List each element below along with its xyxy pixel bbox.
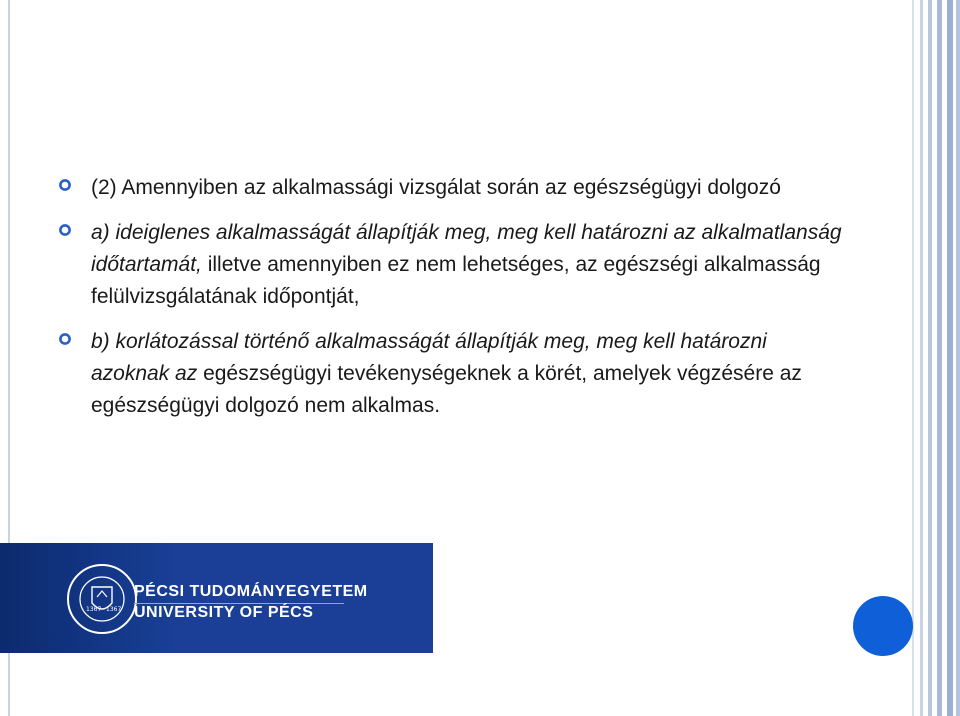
university-banner xyxy=(0,543,433,653)
decorative-circle xyxy=(853,596,913,656)
italic-segment: a) ideiglenes alkalmasságát állapítják meg, meg kell határozni az alkalmatlanság időtartamát, xyxy=(91,221,842,276)
bullet-item xyxy=(58,326,848,422)
bullet-text xyxy=(91,326,848,422)
university-name-en: UNIVERSITY OF PÉCS xyxy=(134,604,314,621)
bullet-item xyxy=(58,172,848,204)
bullet-ring-icon xyxy=(58,223,72,237)
university-seal-icon xyxy=(66,563,138,635)
bullet-ring-icon xyxy=(58,332,72,346)
italic-segment: b) korlátozással történő alkalmasságát állapítják meg, meg kell határozni azoknak az xyxy=(91,330,767,385)
slide-body xyxy=(58,172,848,435)
bullet-text xyxy=(91,217,848,313)
text-segment: (2) Amennyiben az alkalmassági vizsgálat során az egészségügyi dolgozó xyxy=(91,176,781,199)
bullet-ring-icon xyxy=(58,178,72,192)
university-name-hu: PÉCSI TUDOMÁNYEGYETEM xyxy=(134,583,368,600)
bullet-text xyxy=(91,172,848,204)
seal-year-right: 1367 xyxy=(106,606,122,613)
text-segment: egészségügyi tevékenységeknek a körét, amelyek végzésére az egészségügyi dolgozó nem alkalmas. xyxy=(91,362,802,417)
bullet-item xyxy=(58,217,848,313)
seal-year-left: 1367 xyxy=(86,606,102,613)
text-segment: illetve amennyiben ez nem lehetséges, az egészségi alkalmasság felülvizsgálatának időpontját, xyxy=(91,253,821,308)
right-decorative-stripes xyxy=(912,0,960,716)
